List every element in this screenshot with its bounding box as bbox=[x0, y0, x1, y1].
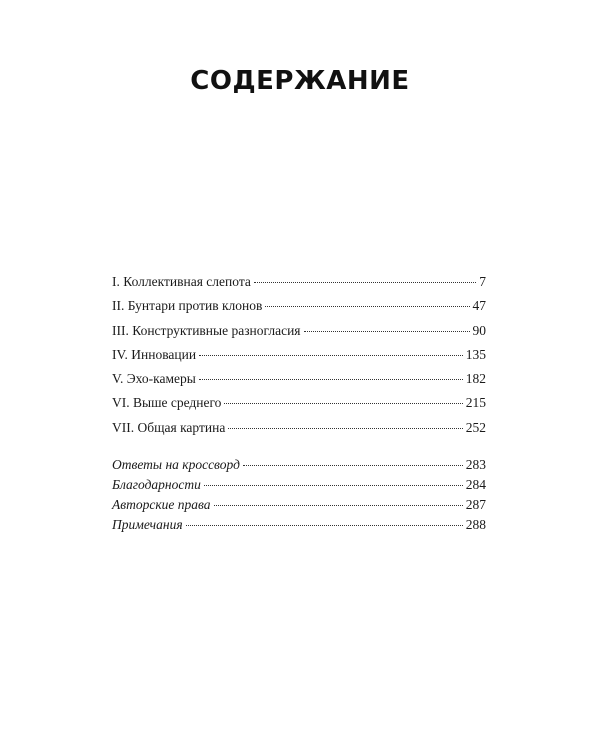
toc-entry-page-number: 288 bbox=[465, 517, 486, 533]
table-of-contents bbox=[112, 274, 486, 537]
toc-entry-chapter-2[interactable] bbox=[112, 298, 486, 322]
back-matter-list bbox=[112, 457, 486, 537]
toc-entry-crossword-answers[interactable] bbox=[112, 457, 486, 477]
toc-entry-chapter-7[interactable] bbox=[112, 420, 486, 444]
toc-entry-title: Ответы на кроссворд bbox=[112, 457, 240, 473]
toc-entry-chapter-6[interactable] bbox=[112, 395, 486, 419]
toc-entry-page-number: 135 bbox=[465, 346, 486, 362]
toc-entry-title: VI. Выше среднего bbox=[112, 395, 222, 411]
page-title: СОДЕРЖАНИЕ bbox=[190, 66, 410, 96]
toc-entry-title: II. Бунтари против клонов bbox=[112, 298, 263, 314]
toc-entry-title: Благодарности bbox=[112, 477, 201, 493]
section-gap bbox=[112, 444, 486, 457]
toc-entry-chapter-4[interactable] bbox=[112, 347, 486, 371]
dot-leader bbox=[199, 379, 463, 380]
toc-entry-title: III. Конструктивные разногласия bbox=[112, 322, 301, 338]
dot-leader bbox=[204, 485, 463, 486]
toc-entry-title: I. Коллективная слепота bbox=[112, 274, 251, 289]
toc-entry-page-number: 47 bbox=[472, 298, 486, 314]
dot-leader bbox=[265, 306, 469, 307]
dot-leader bbox=[186, 525, 463, 526]
toc-entry-title: IV. Инновации bbox=[112, 346, 197, 362]
toc-entry-chapter-5[interactable] bbox=[112, 371, 486, 395]
toc-entry-title: Авторские права bbox=[112, 497, 211, 513]
dot-leader bbox=[228, 428, 462, 429]
toc-entry-title: VII. Общая картина bbox=[112, 419, 226, 435]
toc-entry-page-number: 287 bbox=[465, 497, 486, 513]
toc-entry-page-number: 215 bbox=[465, 395, 486, 411]
toc-entry-page-number: 252 bbox=[465, 419, 486, 435]
toc-entry-chapter-3[interactable] bbox=[112, 323, 486, 347]
toc-entry-notes[interactable] bbox=[112, 517, 486, 537]
toc-entry-page-number: 7 bbox=[479, 274, 486, 289]
dot-leader bbox=[254, 282, 476, 283]
toc-entry-copyright[interactable] bbox=[112, 497, 486, 517]
dot-leader bbox=[199, 355, 463, 356]
toc-entry-page-number: 284 bbox=[465, 477, 486, 493]
toc-entry-chapter-1[interactable] bbox=[112, 274, 486, 298]
toc-entry-page-number: 182 bbox=[465, 371, 486, 387]
toc-entry-title: V. Эхо-камеры bbox=[112, 371, 196, 387]
toc-entry-page-number: 283 bbox=[465, 457, 486, 473]
dot-leader bbox=[224, 403, 462, 404]
toc-entry-page-number: 90 bbox=[472, 322, 486, 338]
toc-entry-acknowledgements[interactable] bbox=[112, 477, 486, 497]
chapter-list bbox=[112, 274, 486, 444]
dot-leader bbox=[304, 331, 470, 332]
toc-entry-title: Примечания bbox=[112, 517, 183, 533]
dot-leader bbox=[243, 465, 463, 466]
dot-leader bbox=[214, 505, 463, 506]
